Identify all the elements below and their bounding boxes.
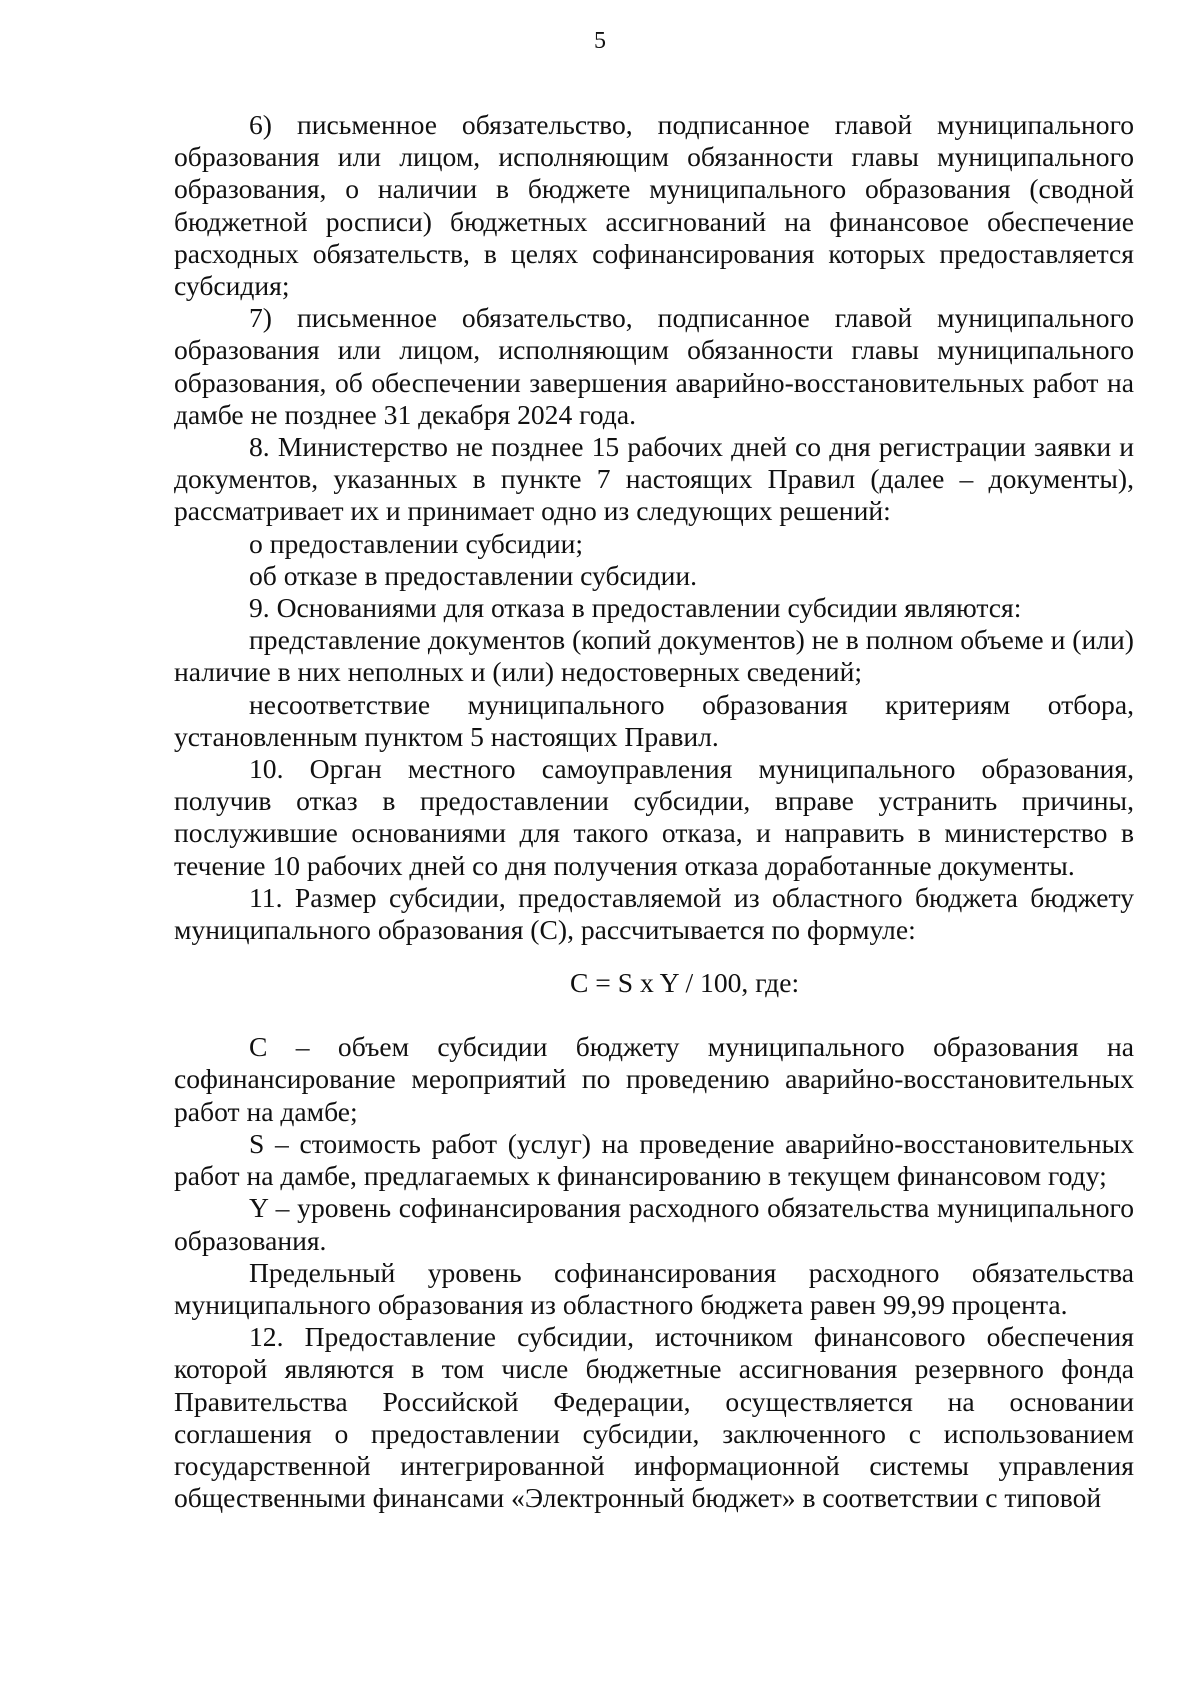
paragraph-clause-10: 10. Орган местного самоуправления муниципального образования, получив отказ в предоставлении субсидии, вправе устранить причины, послужившие основаниями для такого отказа, и направить в министерство в течение 10 рабочих дней со дня получения отказа доработанные документы. (174, 753, 1134, 881)
page-number: 5 (594, 28, 606, 54)
definition-s: S – стоимость работ (услуг) на проведение аварийно-восстановительных работ на дамбе, предлагаемых к финансированию в текущем финансовом году; (174, 1127, 1134, 1192)
definition-y: Y – уровень софинансирования расходного обязательства муниципального образования. (174, 1192, 1134, 1256)
paragraph-decision-grant: о предоставлении субсидии; (249, 527, 584, 559)
paragraph-max-cofinancing: Предельный уровень софинансирования расходного обязательства муниципального образования из областного бюджета равен 99,99 процента. (174, 1256, 1134, 1320)
paragraph-clause-9: 9. Основаниями для отказа в предоставлении субсидии являются: (249, 592, 1022, 624)
paragraph-refusal-ground-1: представление документов (копий документов) не в полном объеме и (или) наличие в них неполных и (или) недостоверных сведений; (174, 624, 1134, 688)
paragraph-item-7: 7) письменное обязательство, подписанное главой муниципального образования или лицом, исполняющим обязанности главы муниципального образования, об обеспечении завершения аварийно-восстановительных работ на дамбе не позднее 31 декабря 2024 года. (174, 302, 1134, 430)
document-body (174, 109, 1134, 1514)
subsidy-formula: С = S x Y / 100, где: (570, 967, 800, 999)
paragraph-decision-refuse: об отказе в предоставлении субсидии. (249, 559, 698, 591)
paragraph-clause-8: 8. Министерство не позднее 15 рабочих дней со дня регистрации заявки и документов, указанных в пункте 7 настоящих Правил (далее – документы), рассматривает их и принимает одно из следующих решений: (174, 431, 1134, 527)
definition-c: С – объем субсидии бюджету муниципального образования на софинансирование мероприятий по проведению аварийно-восстановительных работ на дамбе; (174, 1031, 1134, 1127)
paragraph-clause-12: 12. Предоставление субсидии, источником финансового обеспечения которой являются в том числе бюджетные ассигнования резервного фонда Правительства Российской Федерации, осуществляется на основании соглашения о предоставлении субсидии, заключенного с использованием государственной интегрированной информационной системы управления общественными финансами «Электронный бюджет» в соответствии с типовой (174, 1321, 1134, 1514)
paragraph-clause-11: 11. Размер субсидии, предоставляемой из областного бюджета бюджету муниципального образования (С), рассчитывается по формуле: (174, 881, 1134, 946)
paragraph-refusal-ground-2: несоответствие муниципального образования критериям отбора, установленным пунктом 5 настоящих Правил. (174, 688, 1134, 752)
paragraph-item-6: 6) письменное обязательство, подписанное главой муниципального образования или лицом, исполняющим обязанности главы муниципального образования, о наличии в бюджете муниципального образования (сводной бюджетной росписи) бюджетных ассигнований на финансовое обеспечение расходных обязательств, в целях софинансирования которых предоставляется субсидия; (174, 109, 1134, 302)
